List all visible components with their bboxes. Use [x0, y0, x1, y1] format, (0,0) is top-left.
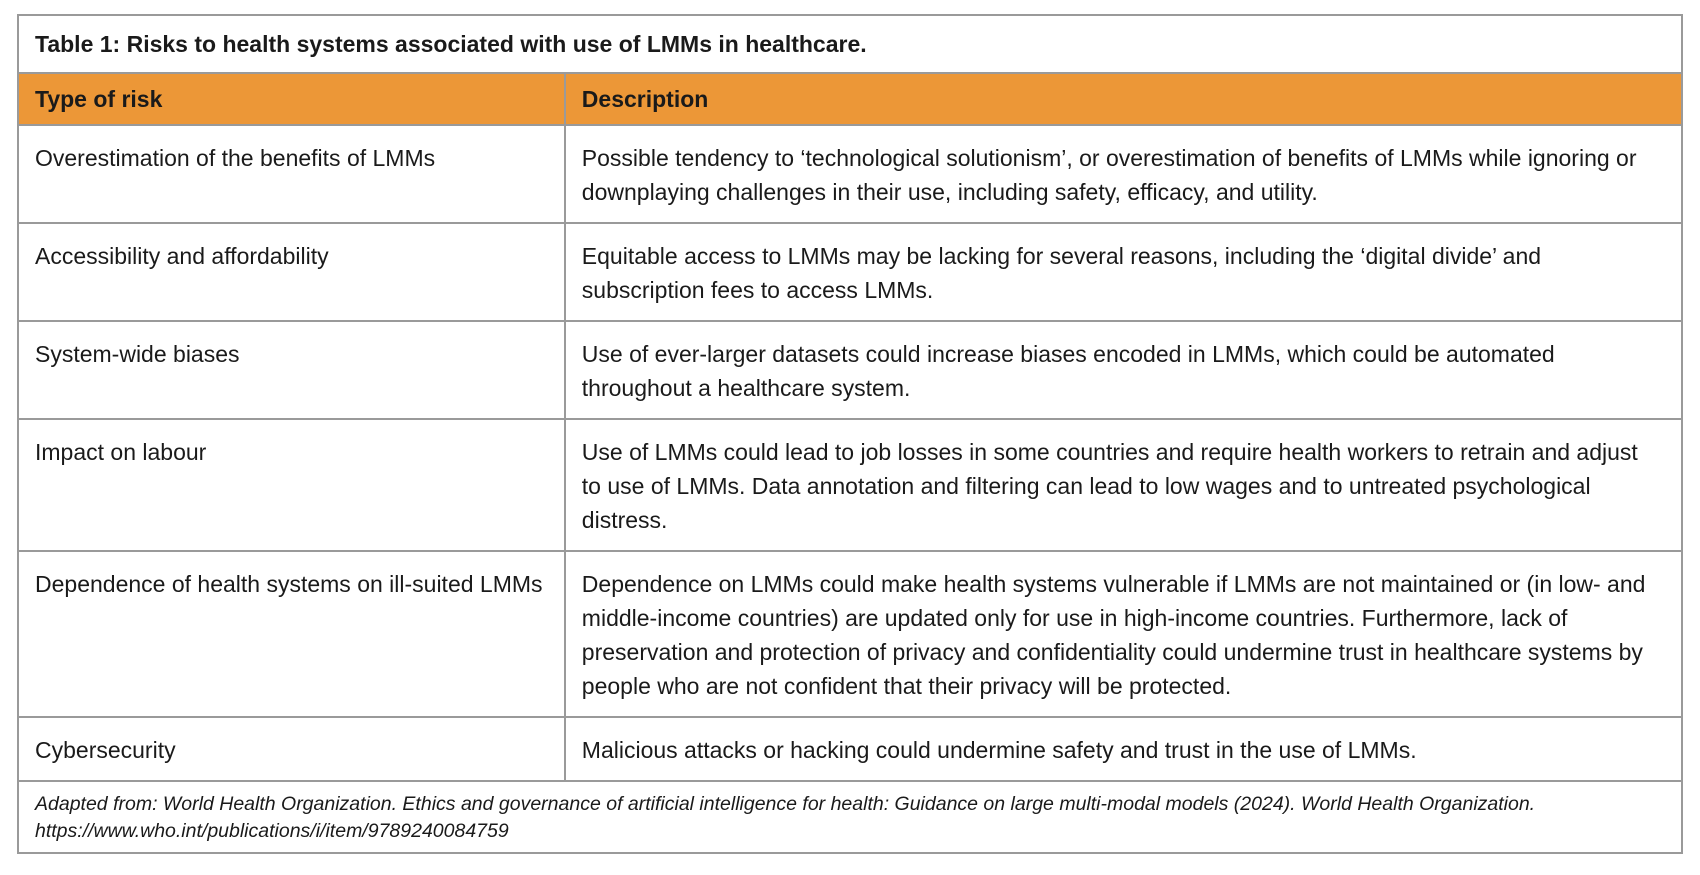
risk-type-cell: Impact on labour	[19, 420, 566, 550]
table-title: Table 1: Risks to health systems associated with use of LMMs in healthcare.	[19, 16, 1681, 72]
table-row	[19, 320, 1681, 418]
risk-description-cell: Malicious attacks or hacking could undermine safety and trust in the use of LMMs.	[581, 737, 1417, 763]
risk-type-cell: Accessibility and affordability	[19, 224, 566, 320]
column-header-type-of-risk: Type of risk	[19, 74, 566, 124]
risk-type-cell: Cybersecurity	[19, 718, 566, 780]
table-row	[19, 124, 1681, 222]
risk-type-cell: Dependence of health systems on ill-suited LMMs	[19, 552, 566, 716]
table-row	[19, 716, 1681, 780]
risk-description-cell: Use of LMMs could lead to job losses in some countries and require health workers to retrain and adjust to use of LMMs. Data annotation and filtering can lead to low wages and to untreated psychological distress.	[581, 439, 1638, 533]
risk-type-cell: System-wide biases	[19, 322, 566, 418]
table-row	[19, 222, 1681, 320]
table-row	[19, 550, 1681, 716]
risk-description-cell: Possible tendency to ‘technological solutionism’, or overestimation of benefits of LMMs while ignoring or downplaying challenges in their use, including safety, efficacy, and utility.	[581, 145, 1637, 205]
risk-description-cell: Equitable access to LMMs may be lacking for several reasons, including the ‘digital divide’ and subscription fees to access LMMs.	[581, 243, 1542, 303]
table-source-note: Adapted from: World Health Organization. Ethics and governance of artificial intelligence for health: Guidance on large multi-modal models (2024). World Health Organization. https://www.who.int/publications/i/item/9789240084759	[19, 780, 1681, 852]
table-row	[19, 418, 1681, 550]
risk-description-cell: Use of ever-larger datasets could increase biases encoded in LMMs, which could be automated throughout a healthcare system.	[581, 341, 1555, 401]
risk-type-cell: Overestimation of the benefits of LMMs	[19, 126, 566, 222]
risks-table	[17, 14, 1683, 854]
table-header-row	[19, 72, 1681, 124]
risk-description-cell: Dependence on LMMs could make health systems vulnerable if LMMs are not maintained or (in low- and middle-income countries) are updated only for use in high-income countries. Furthermore, lack of preservation and protection of privacy and confidentiality could undermine trust in healthcare systems by people who are not confident that their privacy will be protected.	[581, 571, 1646, 699]
column-header-description: Description	[581, 86, 709, 112]
